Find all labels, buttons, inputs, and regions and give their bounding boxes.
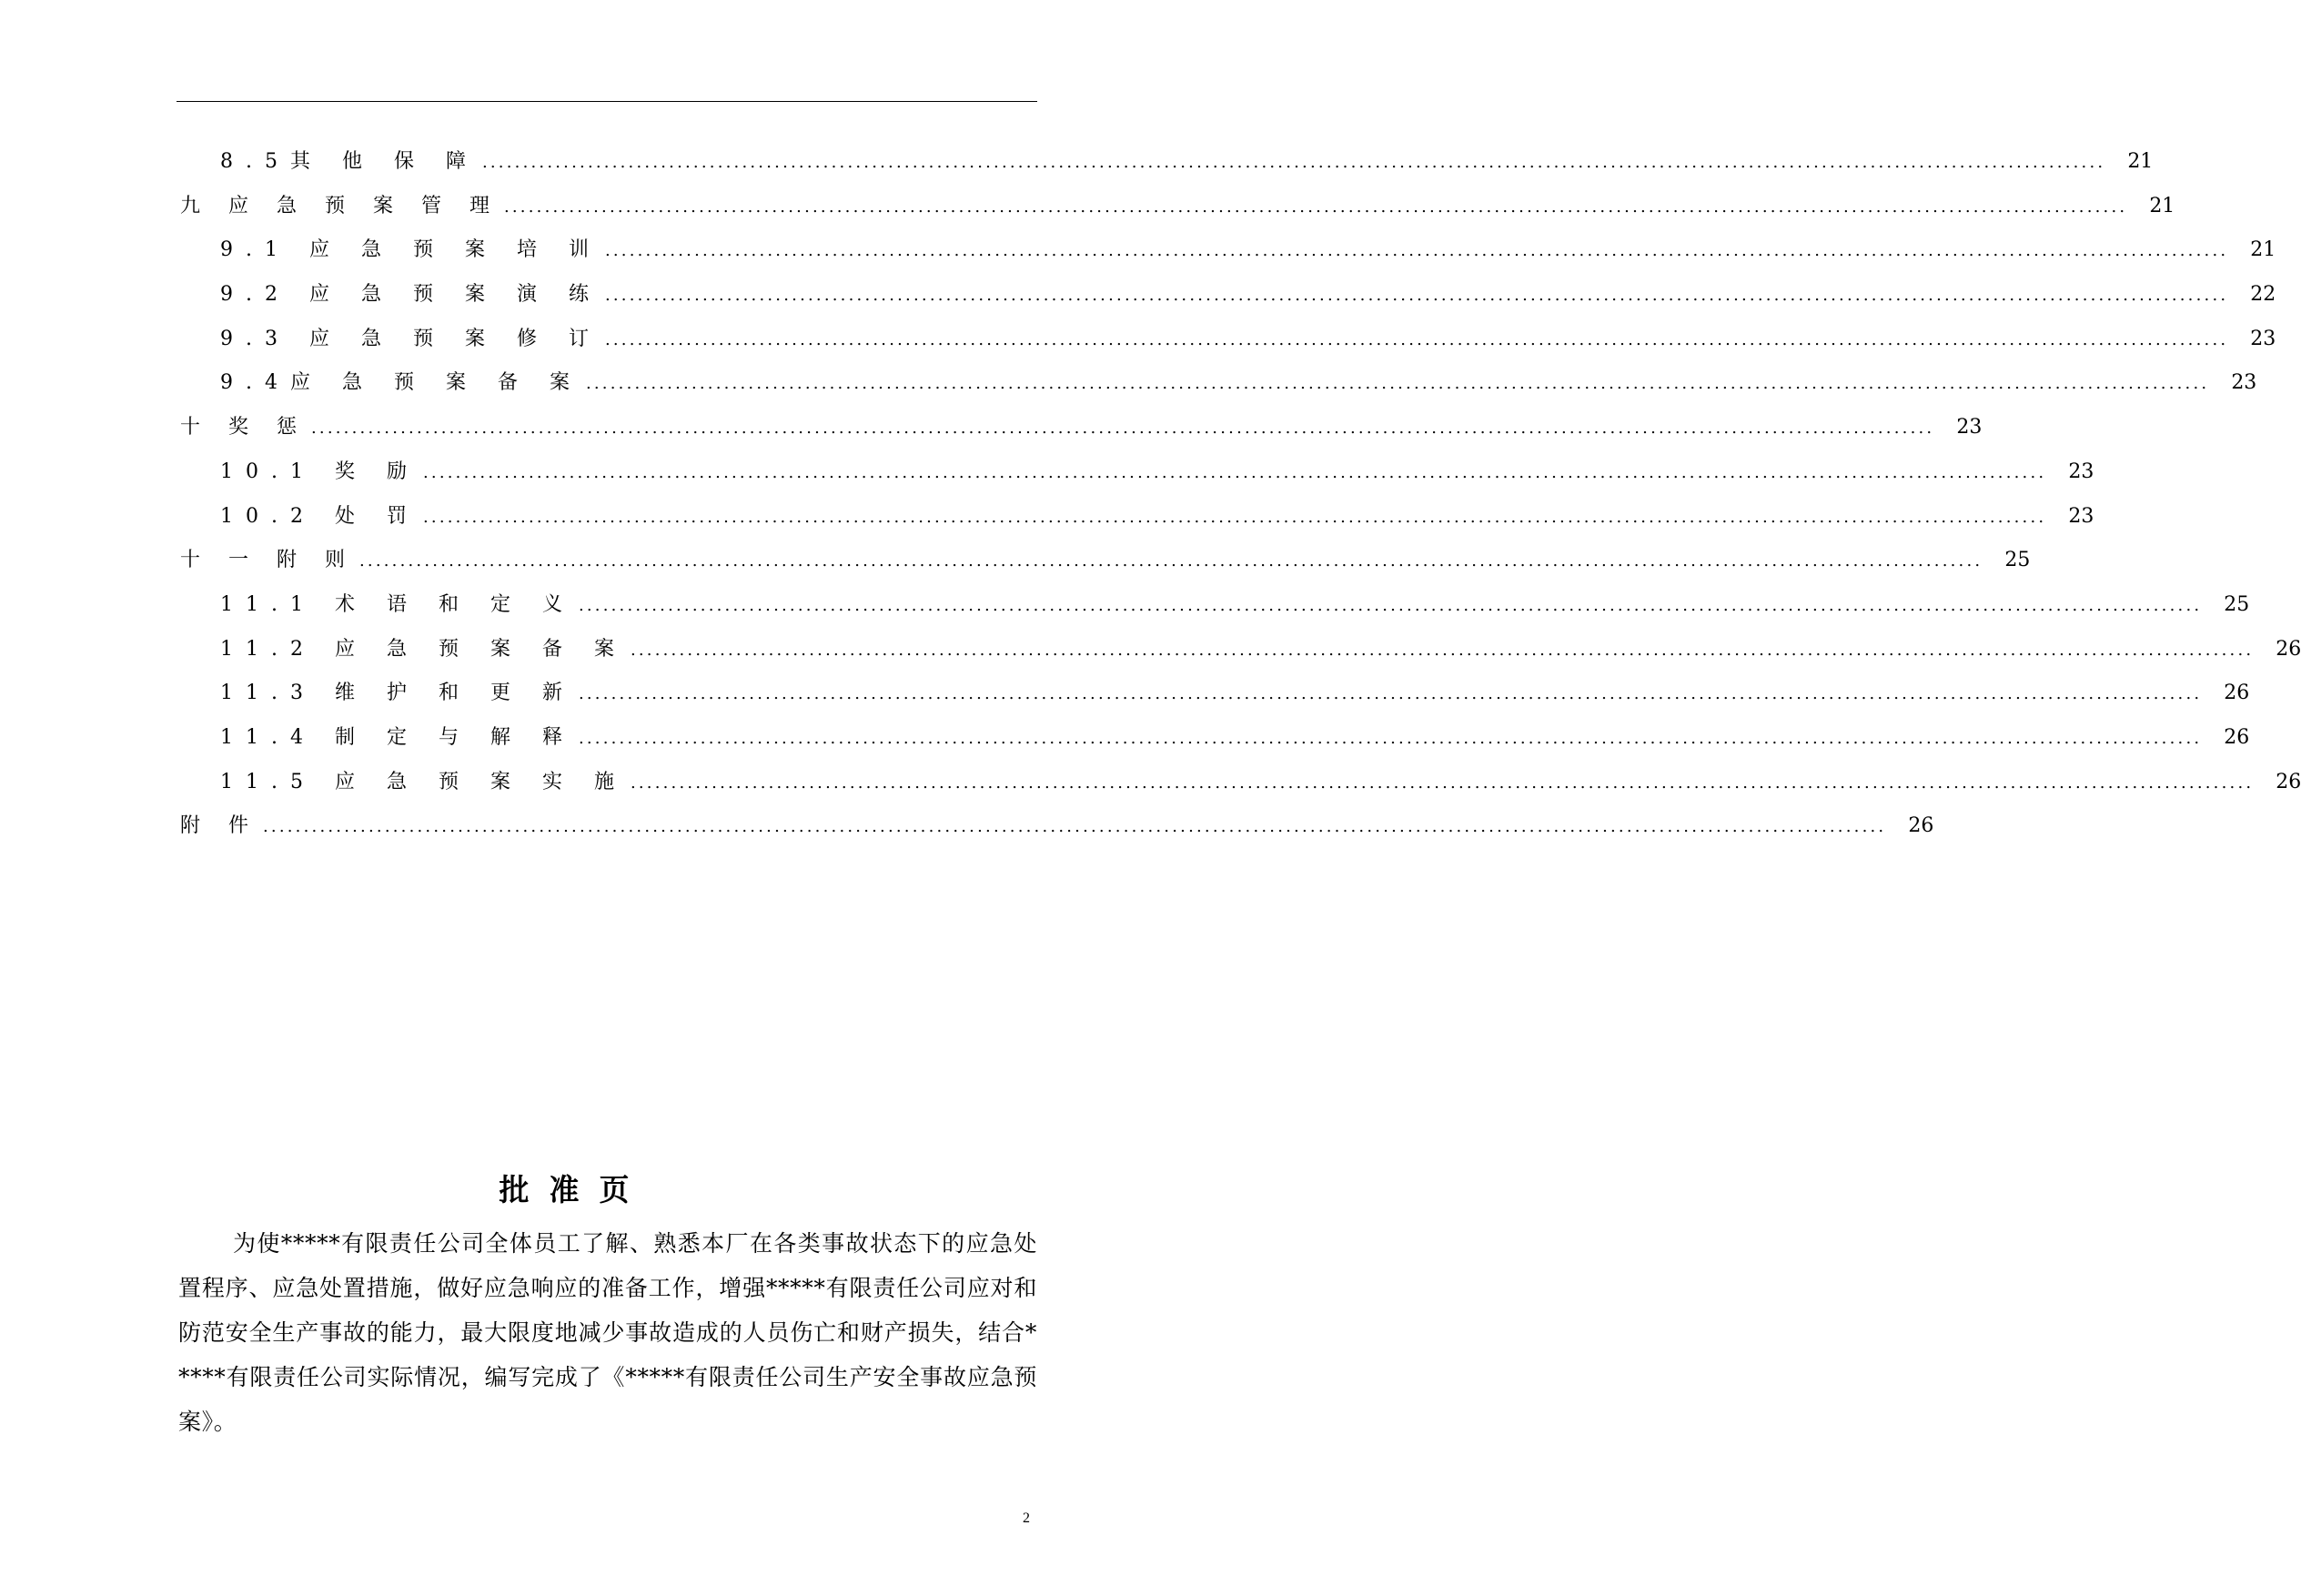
toc-entry [180,804,1934,849]
toc-leader-dots: ........................................................................................................................................................................................................ [422,507,2047,527]
toc-leader-dots: ........................................................................................................................................................................................................ [503,197,2128,217]
toc-entry-label: 8.5其 他 保 障 [220,150,479,173]
toc-leader-dots: ........................................................................................................................................................................................................ [422,462,2047,482]
toc-leader-dots: ........................................................................................................................................................................................................ [604,329,2229,349]
toc-entry-label: 十 一 附 则 [180,549,356,572]
toc-entry [180,185,2175,229]
toc-entry-page: 21 [2149,194,2175,217]
toc-entry [180,495,2094,540]
toc-entry [180,628,2301,672]
toc-leader-dots: ........................................................................................................................................................................................................ [578,595,2203,615]
toc-leader-dots: ........................................................................................................................................................................................................ [630,773,2255,793]
toc-entry-label: 11.5 应 急 预 案 实 施 [220,770,627,793]
toc-entry-label: 11.2 应 急 预 案 备 案 [220,637,627,661]
approval-paragraph: 为使*****有限责任公司全体员工了解、熟悉本厂在各类事故状态下的应急处置程序、应急处置措施，做好应急响应的准备工作，增强*****有限责任公司应对和防范安全生产事故的能力，最大限度地减少事故造成的人员伤亡和财产损失，结合*****有限责任公司实际情况，编写完成了《*****有限责任公司生产安全事故应急预案》。 [178,1230,1037,1435]
page-number: 2 [1023,1510,1030,1526]
toc-leader-dots: ........................................................................................................................................................................................................ [481,153,2106,172]
toc-entry-label: 9.4应 急 预 案 备 案 [220,371,582,395]
toc-entry-label: 10.1 奖 励 [220,460,419,483]
toc-entry [180,450,2094,495]
toc-entry-page: 23 [2068,460,2094,483]
toc-entry-label: 11.4 制 定 与 解 释 [220,725,575,749]
toc-entry-label: 11.3 维 护 和 更 新 [220,682,575,705]
toc-entry-page: 21 [2127,150,2154,173]
toc-entry [180,228,2276,273]
toc-leader-dots: ........................................................................................................................................................................................................ [585,374,2210,394]
toc-entry-page: 22 [2250,283,2276,307]
toc-entry [180,583,2250,628]
toc-entry-page: 26 [2224,682,2250,705]
toc-entry [180,273,2276,318]
toc-entry [180,716,2250,761]
toc-entry-page: 26 [2276,637,2301,661]
toc-entry [180,761,2301,805]
toc-entry-page: 25 [2224,592,2250,616]
toc-entry-label: 11.1 术 语 和 定 义 [220,592,575,616]
toc-entry-page: 21 [2250,238,2276,262]
toc-entry-page: 26 [2224,725,2250,749]
toc-leader-dots: ........................................................................................................................................................................................................ [578,728,2203,748]
toc-entry-label: 9.3 应 急 预 案 修 订 [220,327,601,350]
toc-entry [180,539,2031,583]
toc-entry-page: 26 [1908,814,1934,838]
toc-entry-label: 九 应 急 预 案 管 理 [180,194,500,217]
toc-entry [180,672,2250,716]
toc-entry-label: 10.2 处 罚 [220,504,419,528]
toc-entry-label: 9.1 应 急 预 案 培 训 [220,238,601,262]
table-of-contents [180,140,2301,849]
approval-page-title: 批准页 [499,1172,650,1207]
toc-leader-dots: ........................................................................................................................................................................................................ [630,640,2255,660]
toc-entry [180,406,1983,450]
toc-entry-label: 附 件 [180,814,259,838]
toc-entry-page: 23 [1956,416,1983,439]
toc-entry-label: 十 奖 惩 [180,416,308,439]
toc-entry [180,140,2154,185]
toc-entry-page: 23 [2068,504,2094,528]
toc-entry-page: 26 [2276,770,2301,793]
toc-leader-dots: ........................................................................................................................................................................................................ [604,286,2229,306]
toc-entry [180,318,2276,362]
toc-leader-dots: ........................................................................................................................................................................................................ [311,419,1935,439]
toc-entry-page: 25 [2004,549,2031,572]
toc-entry-page: 23 [2231,371,2257,395]
header-rule [177,101,1037,102]
toc-leader-dots: ........................................................................................................................................................................................................ [578,684,2203,704]
toc-leader-dots: ........................................................................................................................................................................................................ [263,817,1887,837]
toc-entry-label: 9.2 应 急 预 案 演 练 [220,283,601,307]
toc-leader-dots: ........................................................................................................................................................................................................ [604,241,2229,261]
toc-entry [180,361,2257,406]
toc-entry-page: 23 [2250,327,2276,350]
toc-leader-dots: ........................................................................................................................................................................................................ [358,551,1983,571]
